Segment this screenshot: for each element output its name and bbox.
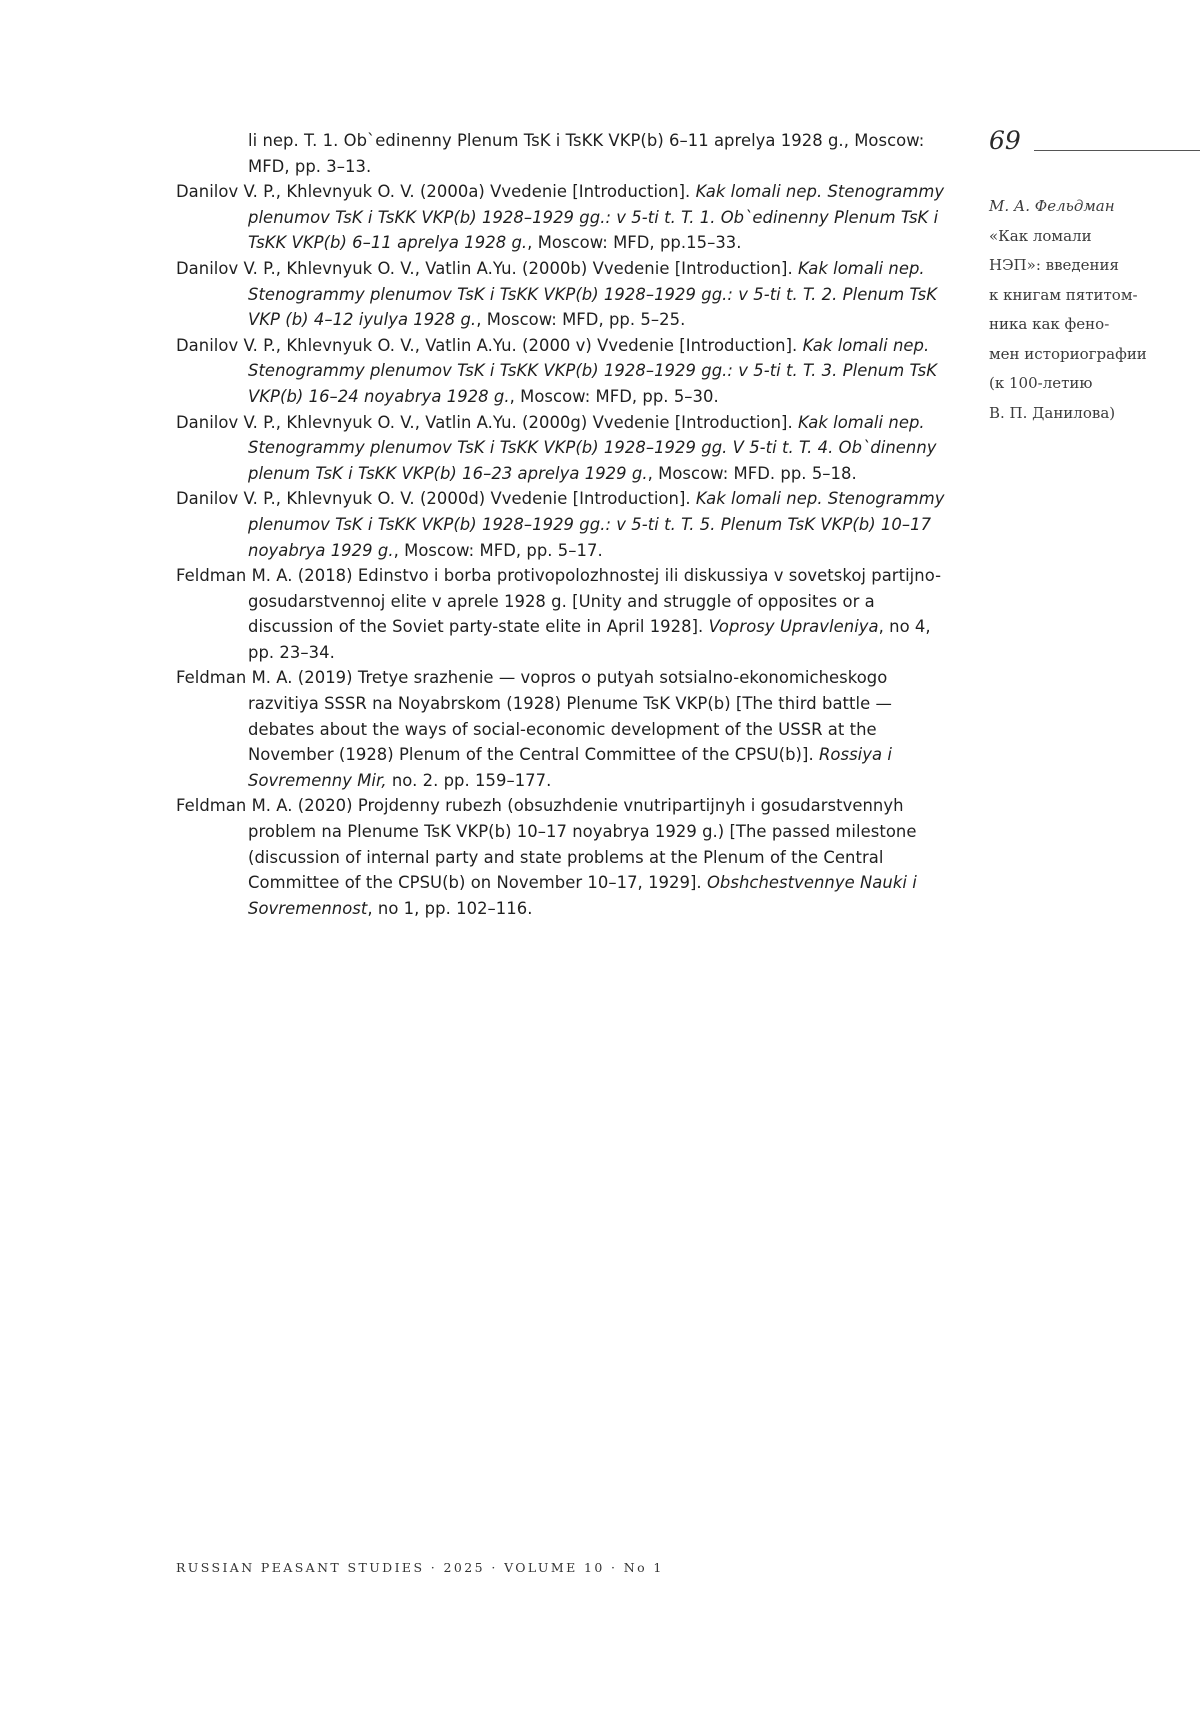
running-head-title-line: к книгам пятитом- bbox=[989, 285, 1138, 304]
reference-title: Kak lomali nep. Stenogrammy plenumov TsK i TsKK VKP(b) 1928–1929 gg. V 5-ti t. T. 4. Ob`dinenny plenum TsK i TsKK VKP(b) 16–23 aprelya 1929 g. bbox=[248, 412, 937, 483]
reference-text: no. 2. pp. 159–177. bbox=[386, 770, 552, 790]
reference-entry bbox=[176, 563, 952, 665]
reference-entry bbox=[176, 793, 952, 921]
running-head-title-line: ника как фено- bbox=[989, 315, 1110, 333]
journal-footer: RUSSIAN PEASANT STUDIES · 2025 · VOLUME 10 · No 1 bbox=[176, 1560, 664, 1575]
reference-text: Danilov V. P., Khlevnyuk O. V., Vatlin A.Yu. (2000 v) Vvedenie [Introduction]. bbox=[176, 335, 803, 355]
reference-continuation bbox=[176, 128, 952, 179]
reference-text: Danilov V. P., Khlevnyuk O. V., Vatlin A.Yu. (2000b) Vvedenie [Introduction]. bbox=[176, 258, 799, 278]
reference-text: , Moscow: MFD, pp. 5–17. bbox=[393, 540, 603, 560]
running-head-title-line: «Как ломали bbox=[989, 226, 1092, 245]
reference-entry bbox=[176, 179, 952, 256]
reference-text: , no 4, pp. 23–34. bbox=[248, 617, 931, 662]
reference-title: li nep. T. 1. Ob`edinenny Plenum TsK i TsKK VKP(b) 6–11 aprelya 1928 g. bbox=[248, 131, 844, 150]
reference-title: Kak lomali nep. Stenogrammy plenumov TsK i TsKK VKP(b) 1928–1929 gg.: v 5-ti t. T. 2. Plenum TsK VKP (b) 4–12 iyulya 1928 g. bbox=[248, 258, 938, 330]
reference-entry bbox=[176, 486, 952, 563]
reference-entry bbox=[176, 256, 952, 333]
reference-text: Feldman M. A. (2019) Tretye srazhenie — vopros o putyah sotsialno-ekonomicheskogo razvitiya SSSR na Noyabrskom (1928) Plenume TsK VKP(b) [The third battle — debates about the ways of social-economic development of the USSR at the November (1928) Plenum of the Central Committee of the CPSU(b)]. bbox=[176, 668, 892, 765]
reference-title: Rossiya i Sovremenny Mir, bbox=[248, 745, 892, 790]
reference-text: Feldman M. A. (2020) Projdenny rubezh (obsuzhdenie vnutripartijnyh i gosudarstvennyh problem na Plenume TsK VKP(b) 10–17 noyabrya 1929 g.) [The passed milestone (discussion of internal party and state problems at the Plenum of the Central Committee of the CPSU(b) on November 10–17, 1929]. bbox=[176, 796, 917, 893]
running-head-title-line: В. П. Данилова) bbox=[989, 403, 1116, 422]
reference-title: Obshchestvennye Nauki i Sovremennost bbox=[248, 873, 917, 918]
page-number-rule bbox=[1034, 150, 1200, 151]
reference-title: Kak lomali nep. Stenogrammy plenumov TsK i TsKK VKP(b) 1928–1929 gg.: v 5-ti t. T. 1. Ob`edinenny Plenum TsK i TsKK VKP(b) 6–11 aprelya 1928 g. bbox=[248, 182, 945, 253]
reference-text: Danilov V. P., Khlevnyuk O. V. (2000d) Vvedenie [Introduction]. bbox=[176, 489, 696, 509]
running-head-author: М. А. Фельдман bbox=[989, 197, 1115, 215]
reference-text: Danilov V. P., Khlevnyuk O. V., Vatlin A.Yu. (2000g) Vvedenie [Introduction]. bbox=[176, 412, 799, 432]
running-head-title-line: (к 100-летию bbox=[989, 374, 1093, 392]
reference-text: , Moscow: MFD, pp.15–33. bbox=[527, 233, 742, 253]
reference-title: Kak lomali nep. Stenogrammy plenumov TsK i TsKK VKP(b) 1928–1929 gg.: v 5-ti t. T. 5. Plenum TsK VKP(b) 10–17 noyabrya 1929 g. bbox=[248, 489, 945, 560]
reference-list bbox=[176, 128, 952, 921]
reference-text: , no 1, pp. 102–116. bbox=[367, 898, 533, 918]
reference-entry bbox=[176, 333, 952, 410]
reference-title: Kak lomali nep. Stenogrammy plenumov TsK i TsKK VKP(b) 1928–1929 gg.: v 5-ti t. T. 3. Plenum TsK VKP(b) 16–24 noyabrya 1928 g. bbox=[248, 335, 938, 406]
reference-text: , Moscow: MFD. pp. 5–18. bbox=[647, 463, 857, 483]
reference-text: , Moscow: MFD, pp. 5–30. bbox=[509, 386, 719, 406]
reference-text: , Moscow: MFD, pp. 3–13. bbox=[248, 131, 925, 176]
reference-text: Feldman M. A. (2018) Edinstvo i borba protivopolozhnostej ili diskussiya v sovetskoj partijno-gosudarstvennoj elite v aprele 1928 g. [Unity and struggle of opposites or a discussion of the Soviet party-state elite in April 1928]. bbox=[176, 566, 942, 637]
page-number: 69 bbox=[989, 126, 1021, 155]
reference-text: Danilov V. P., Khlevnyuk O. V. (2000a) Vvedenie [Introduction]. bbox=[176, 182, 696, 202]
reference-title: Voprosy Upravleniya bbox=[708, 617, 879, 637]
reference-text: , Moscow: MFD, pp. 5–25. bbox=[476, 310, 686, 330]
reference-entry bbox=[176, 410, 952, 487]
running-head bbox=[989, 192, 1189, 428]
running-head-title-line: НЭП»: введения bbox=[989, 256, 1119, 274]
reference-entry bbox=[176, 665, 952, 793]
running-head-title-line: мен историографии bbox=[989, 344, 1147, 363]
